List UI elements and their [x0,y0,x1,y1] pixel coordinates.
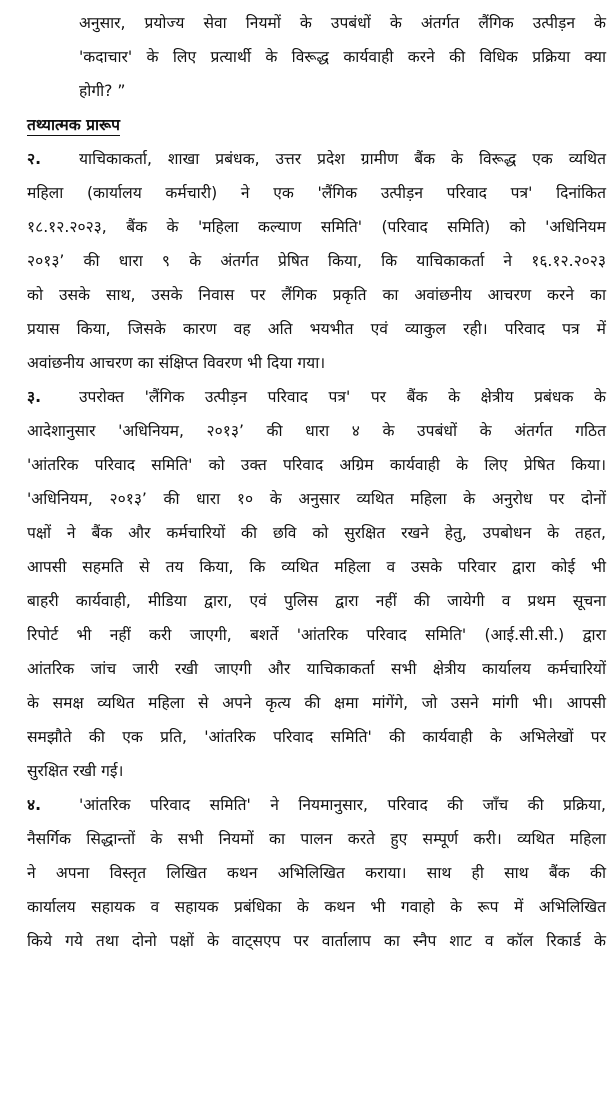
text-line-content: उपरोक्त 'लैंगिक उत्पीड़न परिवाद पत्र' पर बैंक के क्षेत्रीय प्रबंधक के [79,388,606,406]
text-line: पक्षों ने बैंक और कर्मचारियों की छवि को सुरक्षित रखने हेतु, उपबोधन के तहत, [27,524,606,542]
text-line: 'आंतरिक परिवाद समिति' को उक्त परिवाद अग्रिम कार्यवाही के लिए प्रेषित किया। [27,456,606,474]
paragraph-number: ४. [27,796,42,814]
text-line: अनुसार, प्रयोज्य सेवा नियमों के उपबंधों के अंतर्गत लैंगिक उत्पीड़न के [79,14,606,32]
paragraph-number: ३. [27,388,42,406]
text-line: अवांछनीय आचरण का संक्षिप्त विवरण भी दिया गया। [27,354,326,372]
text-line: बाहरी कार्यवाही, मीडिया द्वारा, एवं पुलिस द्वारा नहीं की जायेगी व प्रथम सूचना [27,592,606,610]
text-line: 'कदाचार' के लिए प्रत्यार्थी के विरूद्ध कार्यवाही करने की विधिक प्रक्रिया क्या [79,48,606,66]
paragraph-3 [27,380,606,788]
section-heading: तथ्यात्मक प्रारूप [27,116,120,134]
text-line: को उसके साथ, उसके निवास पर लैंगिक प्रकृति का अवांछनीय आचरण करने का [27,286,606,304]
text-line: सुरक्षित रखी गई। [27,762,124,780]
text-line [27,142,606,176]
text-line: के समक्ष व्यथित महिला से अपने कृत्य की क्षमा मांगेंगे, जो उसने मांगी भी। आपसी [27,694,606,712]
paragraph-number: २. [27,150,42,168]
text-line: नैसर्गिक सिद्धान्तों के सभी नियमों का पालन करते हुए सम्पूर्ण करी। व्यथित महिला [27,830,606,848]
paragraph-2 [27,142,606,380]
paragraph-4 [27,788,606,958]
text-line: प्रयास किया, जिसके कारण वह अति भयभीत एवं व्याकुल रही। परिवाद पत्र में [27,320,606,338]
text-line: २०१३’ की धारा ९ के अंतर्गत प्रेषित किया, कि याचिकाकर्ता ने १६.१२.२०२३ [27,252,606,270]
section-heading-wrap [27,108,606,142]
text-line [27,788,606,822]
text-line: 'अधिनियम, २०१३’ की धारा १० के अनुसार व्यथित महिला के अनुरोध पर दोनों [27,490,606,508]
text-line: रिपोर्ट भी नहीं करी जाएगी, बशर्ते 'आंतरिक परिवाद समिति' (आई.सी.सी.) द्वारा [27,626,606,644]
text-line: आदेशानुसार 'अधिनियम, २०१३’ की धारा ४ के उपबंधों के अंतर्गत गठित [27,422,606,440]
text-line: किये गये तथा दोनो पक्षों के वाट्सएप पर वार्तालाप का स्नैप शाट व कॉल रिकार्ड के [27,932,606,950]
text-line: समझौते की एक प्रति, 'आंतरिक परिवाद समिति' की कार्यवाही के अभिलेखों पर [27,728,606,746]
text-line: ने अपना विस्तृत लिखित कथन अभिलिखित कराया। साथ ही साथ बैंक की [27,864,606,882]
text-line: कार्यालय सहायक व सहायक प्रबंधिका के कथन भी गवाहो के रूप में अभिलिखित [27,898,606,916]
continued-paragraph [27,0,606,108]
text-line-content: याचिकाकर्ता, शाखा प्रबंधक, उत्तर प्रदेश ग्रामीण बैंक के विरूद्ध एक व्यथित [79,150,606,168]
text-line [27,380,606,414]
text-line: आपसी सहमति से तय किया, कि व्यथित महिला व उसके परिवार द्वारा कोई भी [27,558,606,576]
text-line-content: 'आंतरिक परिवाद समिति' ने नियमानुसार, परिवाद की जाँच की प्रक्रिया, [79,796,606,814]
text-line: महिला (कार्यालय कर्मचारी) ने एक 'लैंगिक उत्पीड़न परिवाद पत्र' दिनांकित [27,184,606,202]
text-line: होगी? ” [79,82,126,100]
text-line: १८.१२.२०२३, बैंक के 'महिला कल्याण समिति' (परिवाद समिति) को 'अधिनियम [27,218,606,236]
text-line: आंतरिक जांच जारी रखी जाएगी और याचिकाकर्ता सभी क्षेत्रीय कार्यालय कर्मचारियों [27,660,606,678]
